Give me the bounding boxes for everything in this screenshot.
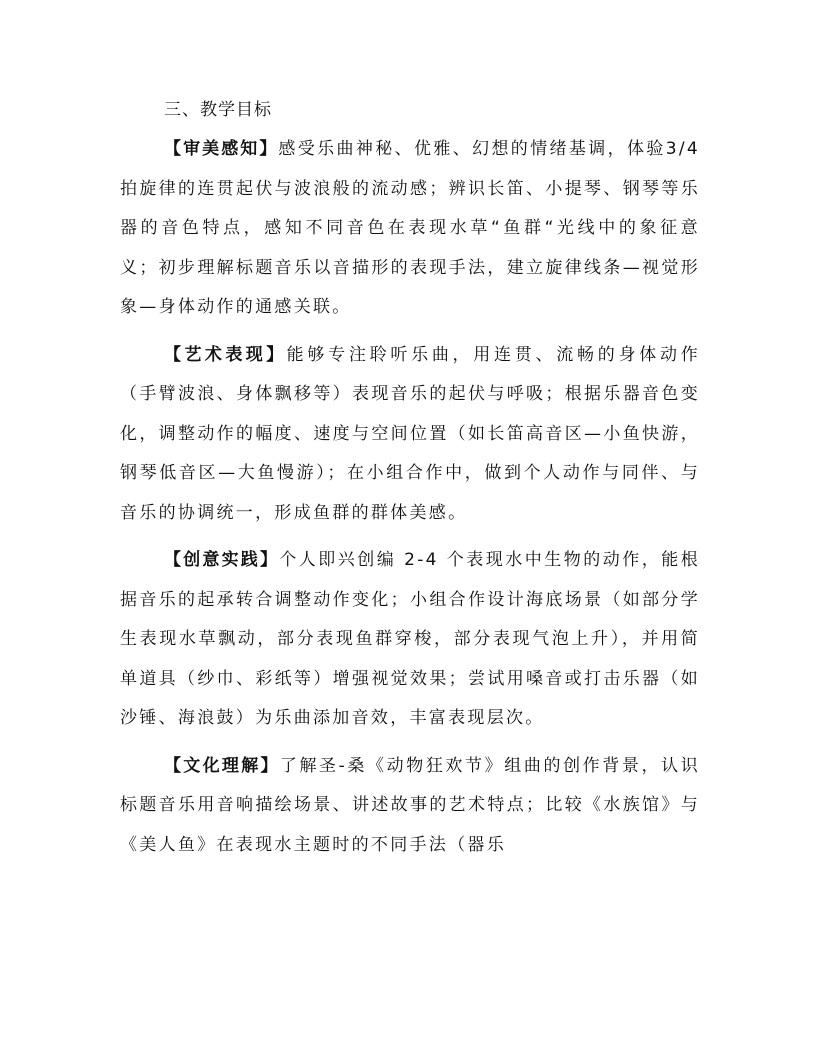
paragraph-cultural-understanding bbox=[120, 747, 700, 866]
paragraph-text: 了解圣-桑《动物狂欢节》组曲的创作背景，认识标题音乐用音响描绘场景、讲述故事的艺术特点；比较《水族馆》与《美人鱼》在表现水主题时的不同手法（器乐 bbox=[120, 755, 701, 855]
document-body bbox=[120, 92, 700, 873]
paragraph-aesthetic-perception bbox=[120, 130, 700, 328]
paragraph-label: 【创意实践】 bbox=[164, 550, 280, 570]
paragraph-text: 个人即兴创编 2-4 个表现水中生物的动作，能根据音乐的起承转合调整动作变化；小组合作设计海底场景（如部分学生表现水草飘动，部分表现鱼群穿梭，部分表现气泡上升），并用简单道具（纱巾、彩纸等）增强视觉效果；尝试用嗓音或打击乐器（如沙锤、海浪鼓）为乐曲添加音效，丰富表现层次。 bbox=[120, 550, 701, 728]
paragraph-label: 【审美感知】 bbox=[164, 139, 279, 159]
section-heading: 三、教学目标 bbox=[164, 100, 272, 120]
paragraph-label: 【艺术表现】 bbox=[164, 344, 287, 365]
paragraph-text: 能够专注聆听乐曲，用连贯、流畅的身体动作（手臂波浪、身体飘移等）表现音乐的起伏与呼吸；根据乐器音色变化，调整动作的幅度、速度与空间位置（如长笛高音区—小鱼快游，钢琴低音区—大鱼慢游）；在小组合作中，做到个人动作与同伴、与音乐的协调统一，形成鱼群的群体美感。 bbox=[120, 344, 700, 523]
paragraph-artistic-expression bbox=[120, 336, 700, 534]
paragraph-label: 【文化理解】 bbox=[164, 755, 280, 776]
paragraph-text: 感受乐曲神秘、优雅、幻想的情绪基调，体验3/4 拍旋律的连贯起伏与波浪般的流动感；辨识长笛、小提琴、钢琴等乐器的音色特点，感知不同音色在表现水草“鱼群“光线中的象征意义；初步理解标题音乐以音描形的表现手法，建立旋律线条—视觉形象—身体动作的通感关联。 bbox=[120, 139, 700, 317]
paragraph-creative-practice bbox=[120, 541, 700, 739]
